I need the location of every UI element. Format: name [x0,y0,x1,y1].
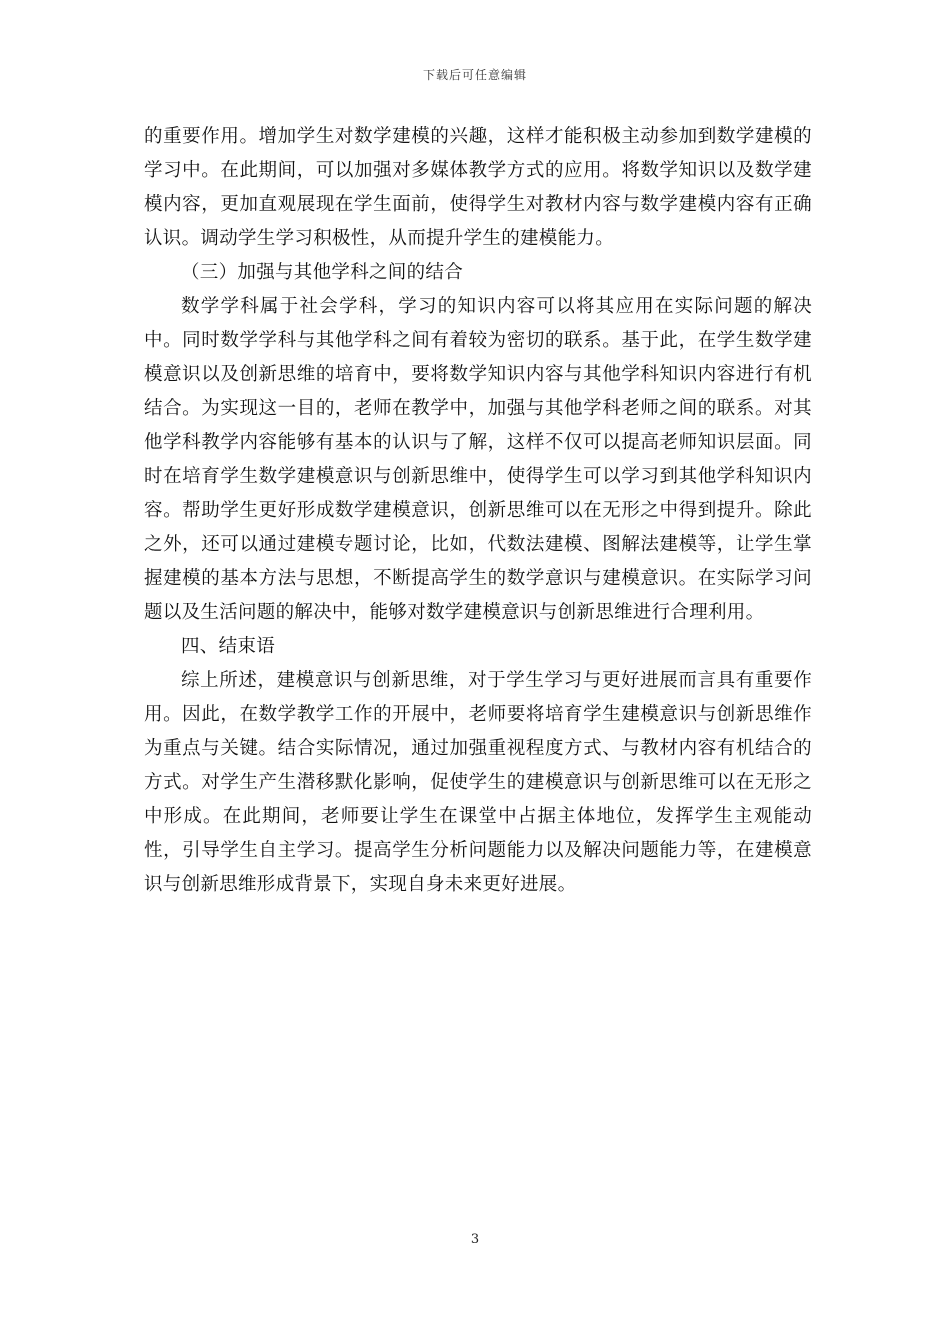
document-body [144,120,812,902]
page-header: 下载后可任意编辑 [422,68,527,82]
page-number: 3 [470,1232,480,1247]
section-heading-3: （三）加强与其他学科之间的结合 [181,262,464,283]
paragraph-interdisciplinary: 数学学科属于社会学科，学习的知识内容可以将其应用在实际问题的解决中。同时数学学科与其他学科之间有着较为密切的联系。基于此，在学生数学建模意识以及创新思维的培育中，要将数学知识内容与其他学科知识内容进行有机结合。为实现这一目的，老师在教学中，加强与其他学科老师之间的联系。对其他学科教学内容能够有基本的认识与了解，这样不仅可以提高老师知识层面。同时在培育学生数学建模意识与创新思维中，使得学生可以学习到其他学科知识内容。帮助学生更好形成数学建模意识，创新思维可以在无形之中得到提升。除此之外，还可以通过建模专题讨论，比如，代数法建模、图解法建模等，让学生掌握建模的基本方法与思想，不断提高学生的数学意识与建模意识。在实际学习问题以及生活问题的解决中，能够对数学建模意识与创新思维进行合理利用。 [144,296,812,623]
section-heading-conclusion: 四、结束语 [181,636,276,657]
paragraph-continued: 的重要作用。增加学生对数学建模的兴趣，这样才能积极主动参加到数学建模的学习中。在此期间，可以加强对多媒体教学方式的应用。将数学知识以及数学建模内容，更加直观展现在学生面前，使得学生对教材内容与数学建模内容有正确认识。调动学生学习积极性，从而提升学生的建模能力。 [144,126,812,249]
paragraph-conclusion: 综上所述，建模意识与创新思维，对于学生学习与更好进展而言具有重要作用。因此，在数学教学工作的开展中，老师要将培育学生建模意识与创新思维作为重点与关键。结合实际情况，通过加强重视程度方式、与教材内容有机结合的方式。对学生产生潜移默化影响，促使学生的建模意识与创新思维可以在无形之中形成。在此期间，老师要让学生在课堂中占据主体地位，发挥学生主观能动性，引导学生自主学习。提高学生分析问题能力以及解决问题能力等，在建模意识与创新思维形成背景下，实现自身未来更好进展。 [144,670,812,895]
